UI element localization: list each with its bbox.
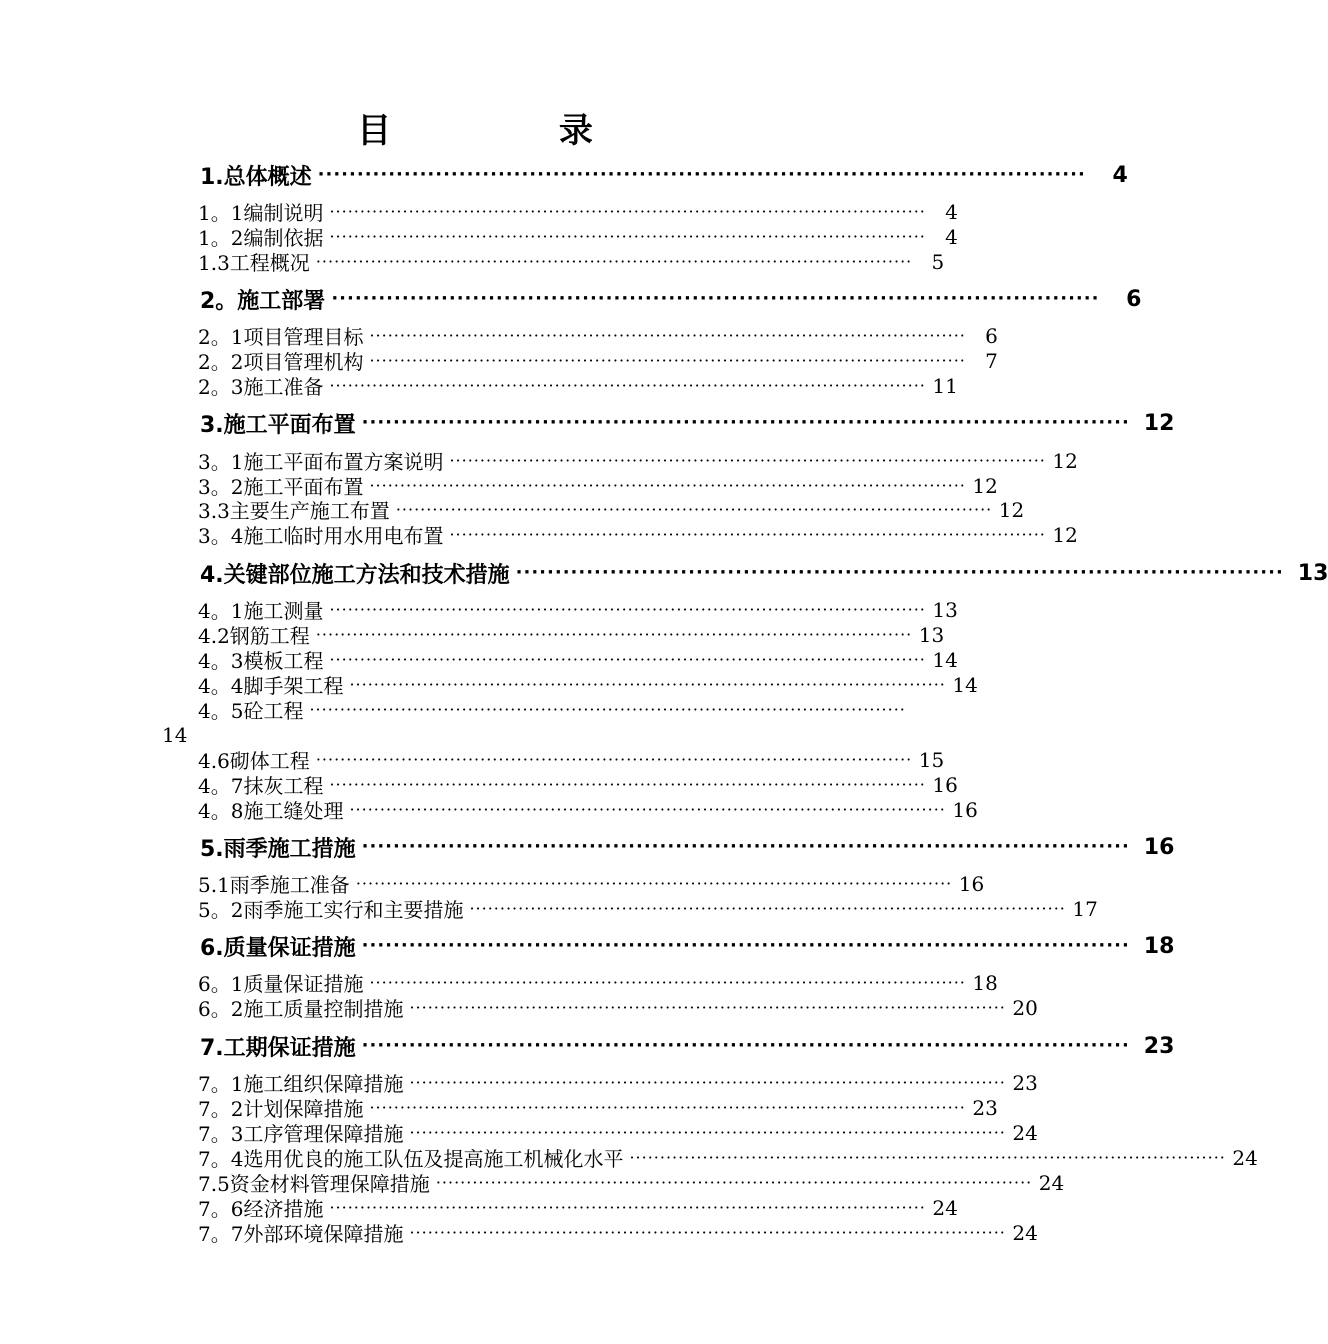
toc-page-number: 24 xyxy=(932,1195,958,1220)
toc-label: 7.5资金材料管理保障措施 xyxy=(198,1172,430,1196)
toc-label: 7。6经济措施 xyxy=(198,1197,324,1221)
toc-page-number: 24 xyxy=(1232,1145,1258,1170)
toc-leader: ·································································································· xyxy=(369,1097,966,1117)
toc-leader: ·································································································· xyxy=(329,649,926,669)
toc-leader: ·································································································· xyxy=(329,599,926,619)
toc-leader: ·································································································· xyxy=(315,251,913,271)
toc-label: 6。1质量保证措施 xyxy=(198,972,364,996)
toc-entry xyxy=(198,199,958,225)
toc-page-number: 24 xyxy=(1038,1170,1065,1195)
toc-leader: ·································································································· xyxy=(349,799,946,819)
toc-label: 4。4脚手架工程 xyxy=(198,674,344,698)
toc-leader: ·································································································· xyxy=(409,1222,1006,1242)
toc-leader: ·································································································· xyxy=(449,450,1046,470)
toc-label: 3.施工平面布置 xyxy=(200,412,356,438)
toc-entry xyxy=(198,373,958,399)
toc-entry xyxy=(198,871,985,897)
toc-entry xyxy=(198,522,1078,548)
toc-entry xyxy=(198,597,958,623)
toc-entry xyxy=(198,497,1025,523)
toc-page-number: 13 xyxy=(932,597,958,622)
toc-entry xyxy=(200,408,1175,438)
toc-entry xyxy=(198,1120,1038,1146)
toc-entry xyxy=(198,970,998,996)
toc-leader: ·································································································· xyxy=(449,524,1046,544)
toc-page-number: 16 xyxy=(958,871,985,896)
toc-page-number: 12 xyxy=(972,473,998,498)
toc-leader: ·································································································· xyxy=(629,1147,1226,1167)
toc-leader: ·································································································· xyxy=(315,749,913,769)
toc-entry xyxy=(198,1145,1258,1171)
toc-label: 4。5砼工程 xyxy=(198,699,304,723)
toc-page-number: 15 xyxy=(918,747,945,772)
toc-label: 7。3工序管理保障措施 xyxy=(198,1122,404,1146)
toc-page-number: 6 xyxy=(985,323,998,348)
toc-leader: ·································································································· xyxy=(329,1197,926,1217)
toc-leader: ·································································································· xyxy=(395,499,993,519)
toc-entry xyxy=(200,160,1128,190)
toc-entry xyxy=(198,747,945,773)
toc-page-number: 5 xyxy=(931,249,945,274)
toc-entry xyxy=(198,323,998,349)
toc-leader: ·································································································· xyxy=(315,624,913,644)
toc-page-number: 11 xyxy=(932,373,958,398)
toc-entry xyxy=(200,931,1175,961)
toc-label: 3。1施工平面布置方案说明 xyxy=(198,450,444,474)
toc-page-number: 12 xyxy=(1052,522,1078,547)
toc-leader: ·································································································· xyxy=(309,699,906,719)
toc-page-number: 4 xyxy=(1112,162,1128,188)
page-title: 目 录 xyxy=(357,111,671,151)
toc-entry xyxy=(198,448,1078,474)
toc-leader: ·································································································· xyxy=(361,836,1130,857)
toc-page-number: 23 xyxy=(972,1095,998,1120)
toc-label: 4。7抹灰工程 xyxy=(198,774,324,798)
toc-leader: ·································································································· xyxy=(355,873,953,893)
toc-page-number: 12 xyxy=(1143,410,1175,436)
toc-entry xyxy=(198,797,978,823)
toc-label: 3.3主要生产施工布置 xyxy=(198,499,390,523)
toc-label: 5。2雨季施工实行和主要措施 xyxy=(198,898,464,922)
toc-page-number: 20 xyxy=(1012,995,1038,1020)
toc-page-number: 18 xyxy=(1143,933,1175,959)
toc-leader: ·································································································· xyxy=(329,226,926,246)
toc-entry xyxy=(198,647,958,673)
toc-label: 7。4选用优良的施工队伍及提高施工机械化水平 xyxy=(198,1147,624,1171)
toc-wrapped-page-number: 14 xyxy=(162,723,188,747)
toc-entry xyxy=(198,348,998,374)
toc-leader: ·································································································· xyxy=(409,1122,1006,1142)
toc-page-number: 16 xyxy=(1143,834,1175,860)
toc-label: 7。2计划保障措施 xyxy=(198,1097,364,1121)
toc-leader: ·································································································· xyxy=(329,375,926,395)
toc-leader: ·································································································· xyxy=(329,201,926,221)
toc-entry xyxy=(198,1070,1038,1096)
toc-leader: ·································································································· xyxy=(435,1172,1033,1192)
toc-label: 2。施工部署 xyxy=(200,288,326,314)
toc-entry xyxy=(200,832,1175,862)
toc-page-number: 7 xyxy=(985,348,998,373)
toc-leader: ·································································································· xyxy=(329,774,926,794)
toc-entry xyxy=(198,672,978,698)
toc-leader: ·································································································· xyxy=(369,972,966,992)
toc-label: 1。2编制依据 xyxy=(198,226,324,250)
toc-label: 4。1施工测量 xyxy=(198,599,324,623)
toc-label: 4.2钢筋工程 xyxy=(198,624,310,648)
toc-label: 6。2施工质量控制措施 xyxy=(198,997,404,1021)
toc-entry xyxy=(198,1195,958,1221)
toc-entry xyxy=(198,1170,1065,1196)
toc-label: 4.关键部位施工方法和技术措施 xyxy=(200,562,510,588)
toc-leader: ·································································································· xyxy=(349,674,946,694)
toc-label: 2。2项目管理机构 xyxy=(198,350,364,374)
toc-page-number: 16 xyxy=(952,797,978,822)
toc-entry xyxy=(198,622,945,648)
toc-page-number: 24 xyxy=(1012,1120,1038,1145)
toc-leader: ·································································································· xyxy=(369,350,966,370)
toc-leader: ·································································································· xyxy=(515,562,1284,583)
toc-page-number: 12 xyxy=(998,497,1025,522)
toc-page-number: 17 xyxy=(1072,896,1098,921)
toc-page-number: 23 xyxy=(1012,1070,1038,1095)
toc-page-number: 23 xyxy=(1143,1033,1175,1059)
toc-page-number: 4 xyxy=(945,199,958,224)
toc-entry xyxy=(200,1031,1175,1061)
toc-page-number: 6 xyxy=(1126,286,1142,312)
toc-page-number: 12 xyxy=(1052,448,1078,473)
toc-label: 6.质量保证措施 xyxy=(200,935,356,961)
toc-leader: ·································································································· xyxy=(369,475,966,495)
toc-entry xyxy=(198,249,945,275)
toc-label: 1。1编制说明 xyxy=(198,201,324,225)
toc-leader: ·································································································· xyxy=(469,898,1066,918)
toc-entry xyxy=(200,558,1328,588)
toc-label: 4。8施工缝处理 xyxy=(198,799,344,823)
toc-entry xyxy=(198,772,958,798)
toc-leader: ·································································································· xyxy=(361,412,1130,433)
toc-label: 7。1施工组织保障措施 xyxy=(198,1072,404,1096)
toc-entry xyxy=(198,1220,1038,1246)
toc-page-number: 24 xyxy=(1012,1220,1038,1245)
toc-leader: ·································································································· xyxy=(331,288,1100,309)
toc-page-number: 14 xyxy=(952,672,978,697)
toc-label: 7.工期保证措施 xyxy=(200,1035,356,1061)
toc-label: 4.6砌体工程 xyxy=(198,749,310,773)
toc-entry xyxy=(200,284,1142,314)
toc-leader: ·································································································· xyxy=(409,1072,1006,1092)
toc-entry xyxy=(198,896,1098,922)
toc-leader: ·································································································· xyxy=(409,997,1006,1017)
toc-page-number: 18 xyxy=(972,970,998,995)
toc-label: 1.3工程概况 xyxy=(198,251,310,275)
toc-page-number: 4 xyxy=(945,224,958,249)
toc-page-number: 14 xyxy=(932,647,958,672)
toc-label: 2。1项目管理目标 xyxy=(198,325,364,349)
toc-entry xyxy=(198,1095,998,1121)
toc-label: 5.雨季施工措施 xyxy=(200,836,356,862)
toc-entry xyxy=(198,224,958,250)
toc-label: 3。4施工临时用水用电布置 xyxy=(198,524,444,548)
toc-label: 7。7外部环境保障措施 xyxy=(198,1222,404,1246)
toc-leader: ·································································································· xyxy=(317,164,1086,185)
toc-label: 3。2施工平面布置 xyxy=(198,475,364,499)
toc-entry xyxy=(198,995,1038,1021)
toc-leader: ·································································································· xyxy=(369,325,966,345)
toc-label: 4。3模板工程 xyxy=(198,649,324,673)
toc-leader: ·································································································· xyxy=(361,1035,1130,1056)
toc-page-number: 13 xyxy=(1297,560,1328,586)
toc-label: 2。3施工准备 xyxy=(198,375,324,399)
toc-label: 5.1雨季施工准备 xyxy=(198,873,350,897)
toc-page-number: 13 xyxy=(918,622,945,647)
toc-page-number: 16 xyxy=(932,772,958,797)
toc-label: 1.总体概述 xyxy=(200,164,312,190)
toc-leader: ·································································································· xyxy=(361,935,1130,956)
toc-entry xyxy=(198,697,906,723)
